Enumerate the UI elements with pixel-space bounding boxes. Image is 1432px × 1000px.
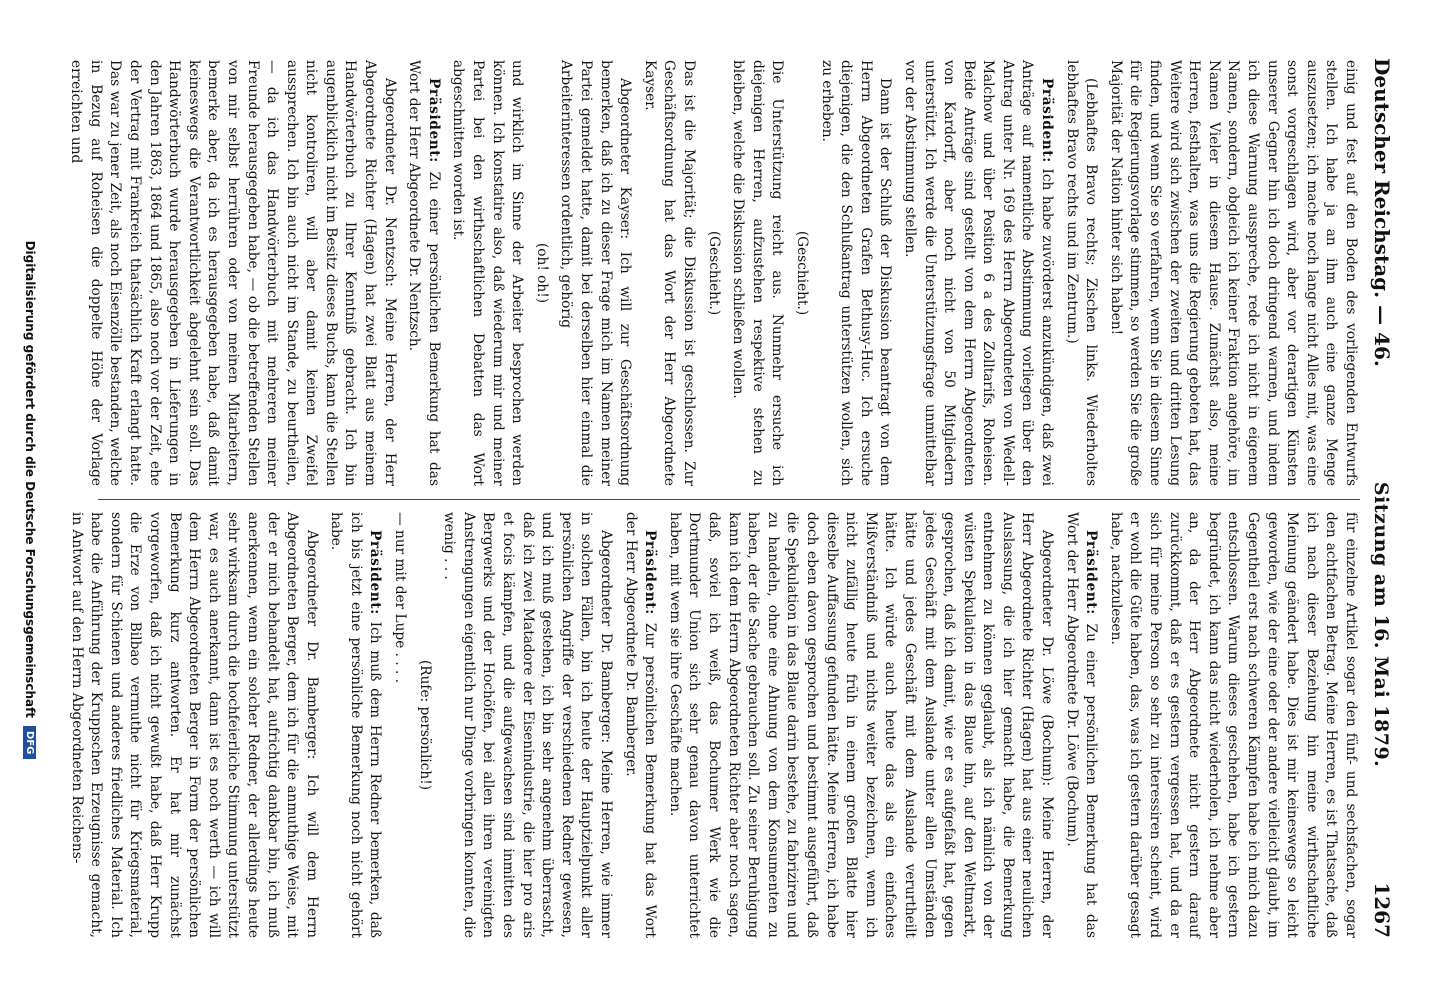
stage-note: (oh! oh!) <box>533 242 550 304</box>
speech-text: Ich will dem Herrn Abgeordneten Berger, dem ich für die anmuthige Weise, mit der er mich behandelt hat, aufrichtig dankbar bin, ich muß anerkennen, wenn ein solcher Redner, der allerdings heute sehr wirksam durch die hochfeierliche Stimmung unterstützt war, es auch anerkannt, dann ist es noch werth — ich will dem Herrn Abgeordneten Berger in Form der persönlichen Bemerkung kurz antworten. Er hat mir zunächst vorgeworfen, daß ich nicht gewußt habe, daß Herr Krupp die Erze von Bilbao vermuthe nicht für Kriegsmaterial, sondern für Schienen und anderes friedliches Material. Ich habe die Anführung der Kruppschen Erzeugnisse gemacht, in Antwort auf den Herrn Abgeordneten Reichens- <box>68 512 320 938</box>
speech-text: Meine Herren, der Herr Abgeordnete Richter (Hagen) hat aus einer neulichen Auslassung, die ich hier gemacht habe, die Bemerkung entnehmen zu können geglaubt, als ich nämlich von der wüsten Spekulation in das Blaue hin, auf den Weltmarkt, gesprochen, daß ich damit, wie er es aufgefaßt hat, gegen jedes Geschäft mit dem Auslande unter allen Umständen hätte und jedes Geschäft mit dem Auslande verurtheilt hätte. Ich würde auch heute das als ein einfaches Mißverständniß und nichts weiter bezeichnen, wenn ich nicht zufällig heute früh in einem großen Blatte hier dieselbe Auffassung gefunden hätte. Meine Herren, ich habe doch eben davon gesprochen und bestimmt ausgeführt, daß die Spekulation in das Blaue darin bestehe, zu fabriziren und zu handeln, ohne eine Ahnung von dem Konsumenten zu haben, der die Sache gebrauchen soll. Zu seiner Beruhigung kann ich dem Herrn Abgeordneten Richter aber noch sagen, daß, soviel ich weiß, das Bochumer Werk wie die Dortmunder Union sich sehr genau davon unterrichtet haben, mit wem sie ihre Geschäfte machen. <box>666 512 1056 938</box>
speech-text: Ich muß dem Herrn Redner bemerken, daß ich bis jetzt eine persönliche Bemerkung noch nicht gehört habe. <box>328 512 384 938</box>
speech-text: Ich habe zuvörderst anzukündigen, daß zwei Anträge auf namentliche Abstimmung vorliegen über den Antrag unter Nr. 169 des Herrn Abgeordneten von Wedell-Malchow und über Position 6 a des Zolltarifs, Roheisen. Beide Anträge sind gestellt von dem Herrn Abgeordneten von Kardorff, aber noch nicht von 50 Mitgliedern unterstützt. Ich werde die Unterstützungsfrage unmittelbar vor der Abstimmung stellen. <box>901 60 1056 486</box>
stage-note: (Geschieht.) <box>705 230 722 316</box>
paragraph: Dann ist der Schluß der Diskussion beantragt von dem Herrn Abgeordneten Grafen Bethusy-Huc. Ich ersuche diejenigen, die den Schlußantrag unterstützen wollen, sich zu erheben. <box>818 60 894 486</box>
speech-text: Ich will zur Geschäftsordnung bemerken, daß ich zu dieser Frage mich im Namen meiner Partei gemeldet hatte, damit bei derselben hier einmal die Arbeiterinteressen ordentlich, gehörig <box>558 60 634 486</box>
speaker-label: Präsident: <box>1083 530 1100 615</box>
funding-note: Digitalisierung gefördert durch die Deutsche Forschungsgemeinschaft <box>23 240 37 719</box>
speaker-label: Präsident: <box>642 530 659 615</box>
speaker-label: Abgeordneter Dr. Nentzsch: <box>381 78 398 287</box>
paragraph <box>404 60 443 486</box>
speaker-label: Abgeordneter Dr. Löwe (Bochum): <box>1039 530 1056 787</box>
paragraph <box>620 512 659 938</box>
paragraph <box>556 60 634 486</box>
speech-text: Meine Herren, der Herr Abgeordnete Richter (Hagen) hat zwei Blatt aus meinem Handwörterbuch zu Ihrer Kenntniß gebracht. Ich bin augenblicklich nicht im Besitz dieses Buchs, kann die Stellen nicht kontroliren, will aber damit keinen Zweifel aussprechen. Ich bin auch nicht im Stande, zu beurtheilen, — da ich das Handwörterbuch mit mehreren meiner Freunde herausgegeben habe, — ob die betreffenden Stellen von mir selbst herrühren oder von meinen Mitarbeitern, bemerke aber, da ich es herausgegeben habe, daß damit keineswegs die Verantwortlichkeit abgelehnt sein soll. Das Handwörterbuch wurde herausgegeben in Lieferungen in den Jahren 1863, 1864 und 1865, also noch vor der Zeit, ehe der Vertrag mit Frankreich thatsächlich Kraft erlangt hatte. Das war zu jener Zeit, als noch Eisenzölle bestanden, welche in Bezug auf Roheisen die doppelte Höhe der Vorlage erreichten und <box>68 60 398 486</box>
stage-note: (Geschieht.) <box>793 230 810 316</box>
speech-text: Zu einer persönlichen Bemerkung hat das Wort der Herr Abgeordnete Dr. Löwe (Bochum). <box>1063 512 1100 938</box>
paragraph: und wirklich im Sinne der Arbeiter besprochen werden können. Ich konstatire also, daß wiederum mir und meiner Partei bei den wirthschaftlichen Debatten das Wort abgeschnitten worden ist. <box>450 60 526 486</box>
paragraph: einig und fest auf den Boden des vorliegenden Entwurfs stellen. Ich habe ja an ihm auch eine ganze Menge auszusetzen; ich mache noch lange nicht Alles mit, was eine sonst vorgeschlagen wird, aber vor derartigen Künsten unserer Gegner hin ich doch dringend warnen, und indem ich diese Warnung ausspreche, rede ich nicht in eigenem Namen, sondern, obgleich ich keiner Fraktion angehöre, im Namen Vieler in diesem Hause. Zunächst also, meine Herren, festhalten, was uns die Regierung geboten hat, das Weitere wird sich zwischen der zweiten und dritten Lesung finden, und wenn Sie so verfahren, wenn Sie in diesem Sinne für die Regierungsvorlage stimmen, so werden Sie die große Majorität der Nation hinter sich haben! <box>1107 60 1359 486</box>
stage-note: (Lebhaftes Bravo rechts; Zischen links. Wiederholtes lebhaftes Bravo rechts und im Zentrum.) <box>1063 60 1100 486</box>
speaker-label: Abgeordneter Dr. Bamberger: <box>598 530 615 744</box>
stage-note: (Rufe: persönlich!) <box>416 659 433 791</box>
header-session: Sitzung am 16. Mai 1879. <box>1370 481 1392 768</box>
page-number: 1267 <box>1370 882 1394 938</box>
page-header <box>1370 58 1396 938</box>
speaker-label: Abgeordneter Kayser: <box>617 78 634 240</box>
speech-text: Zur persönlichen Bemerkung hat das Wort der Herr Abgeordnete Dr. Bamberger. <box>622 512 659 938</box>
speaker-label: Präsident: <box>1039 78 1056 163</box>
paragraph <box>664 512 1056 938</box>
speech-text: Zu einer persönlichen Bemerkung hat das Wort der Herr Abgeordnete Dr. Nentzsch. <box>406 60 442 486</box>
text-column-right <box>61 512 1360 938</box>
paragraph: Die Unterstützung reicht aus. Nunmehr ersuche ich diejenigen Herren, aufzustehen respektive stehen zu bleiben, welche die Diskussion schließen wollen. <box>730 60 786 486</box>
dfg-logo: DFG <box>24 726 37 759</box>
paragraph <box>1061 512 1100 938</box>
speaker-label: Abgeordneter Dr. Bamberger: <box>303 530 320 760</box>
column-divider <box>98 499 1360 500</box>
paragraph: Das ist die Majorität; die Diskussion ist geschlossen. Zur Geschäftsordnung hat das Wort der Herr Abgeordnete Kayser. <box>641 60 697 486</box>
text-column-left <box>61 60 1360 486</box>
digitization-notice <box>18 40 42 960</box>
speech-text: Meine Herren, wie immer in solchen Fällen, bin ich heute der Hauptzielpunkt aller persönlichen Angriffe der verschiedenen Redner gewesen, und ich muß gestehen, ich bin sehr angenehm überrascht, daß ich zwei Matadore der Eisenindustrie, die hier pro aris et focis kämpfen, und die aufgewachsen sind inmitten des Bergwerks und der Hochöfen, bei allen ihren vereinigten Anstrengungen eigentlich nur Dinge vorbringen konnten, die wenig . . . <box>441 512 615 938</box>
paragraph <box>899 60 1056 486</box>
paragraph <box>66 60 399 486</box>
paragraph: — nur mit der Lupe . . . . <box>392 512 409 684</box>
speaker-label: Präsident: <box>425 78 442 163</box>
paragraph: für einzelne Artikel sogar den fünf- und sechsfachen, sogar den achtfachen Betrag. Meine Herren, es ist Thatsache, daß ich nach dieser Beziehung hin meine wirthschaftliche Meinung geändert habe. Dies ist mir keineswegs so leicht geworden, wie der eine oder der andere vielleicht glaubt, im Gegentheil erst nach schweren Kämpfen habe ich mich dazu entschlossen. Warum dieses geschehen, habe ich gestern begründet, ich kann das nicht wiederholen, ich nehme aber an, da der Herr Abgeordnete nicht gestern darauf zurückkommt, daß er es gestern vergessen hat, und da er sich für meine Person so sehr zu interessiren scheint, wird er wohl die Güte haben, das, was ich gestern darüber gesagt habe, nachzulesen. <box>1107 512 1359 938</box>
speaker-label: Präsident: <box>367 530 384 615</box>
paragraph <box>66 512 321 938</box>
header-publication: Deutscher Reichstag. — 46. <box>1370 58 1394 367</box>
paragraph <box>326 512 385 938</box>
paragraph <box>439 512 615 938</box>
